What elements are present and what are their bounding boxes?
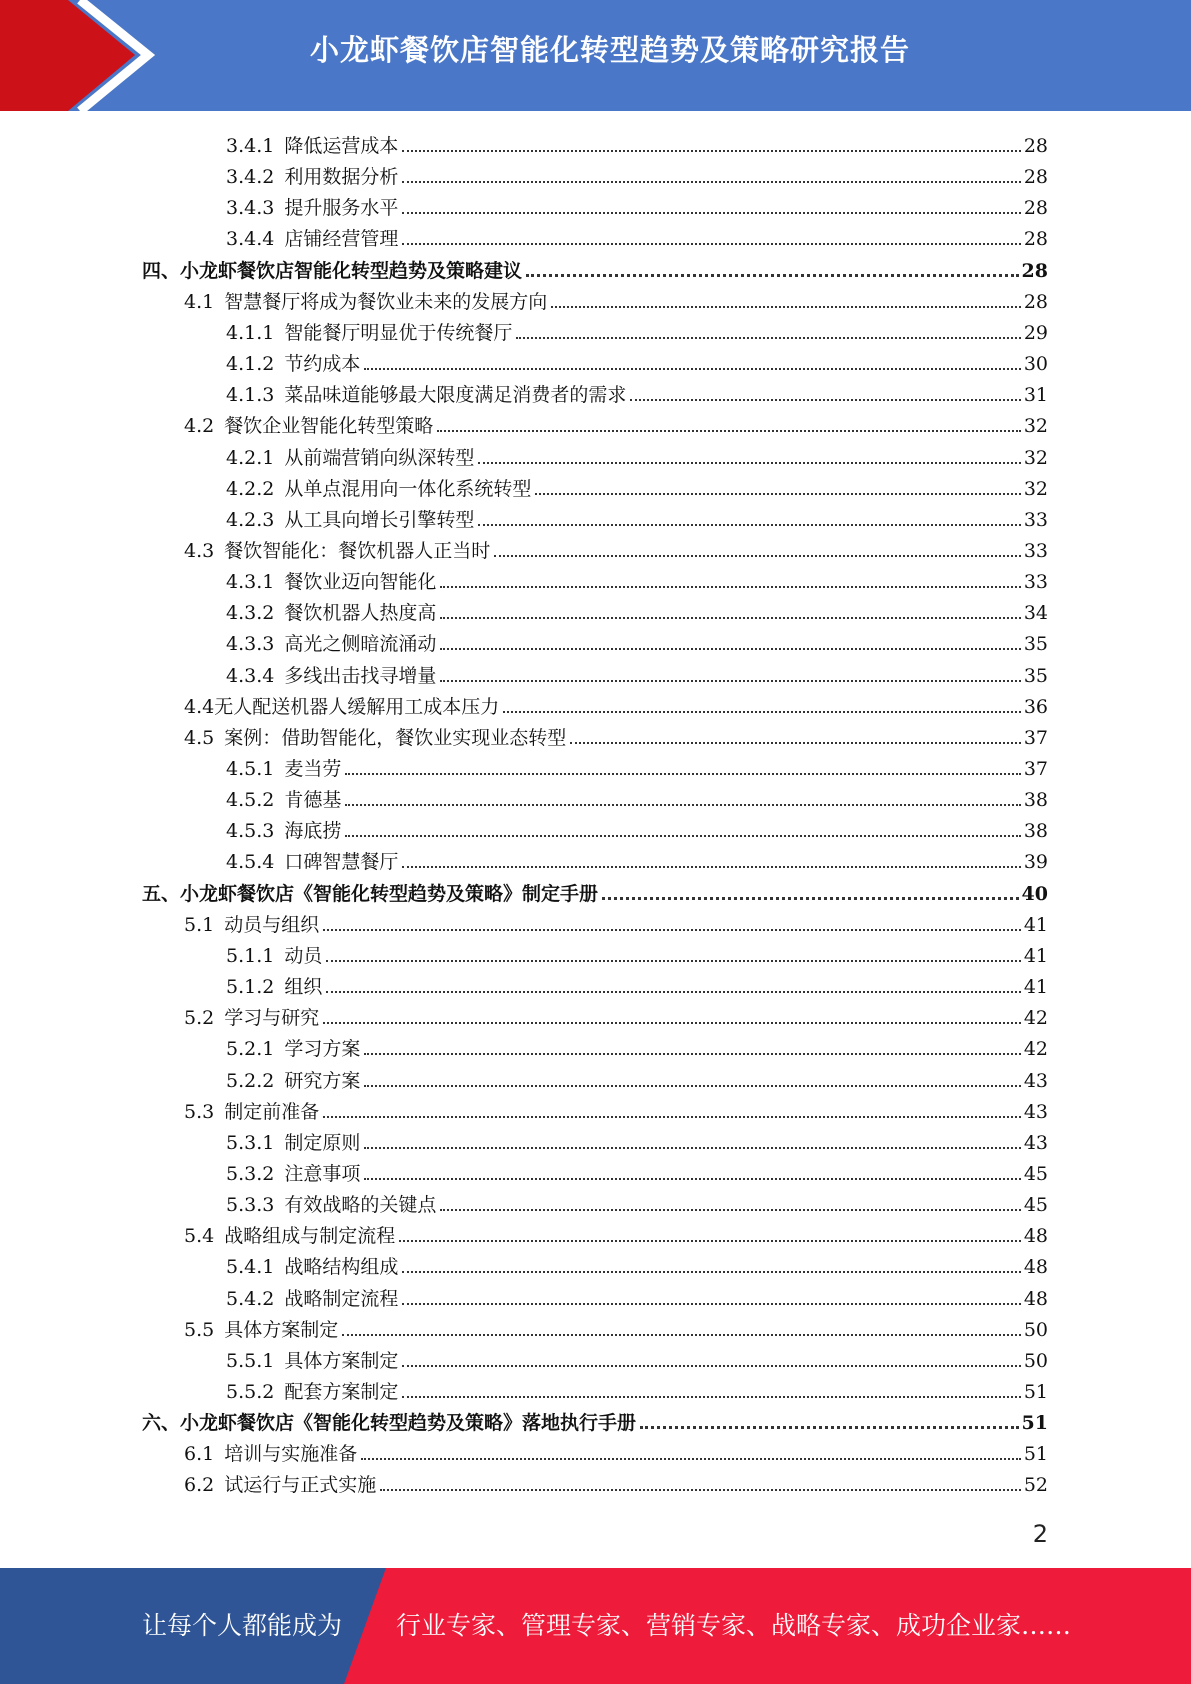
toc-entry-page: 34: [1023, 602, 1048, 625]
toc-entry-label: 高光之侧暗流涌动: [284, 633, 437, 656]
toc-entry-page: 51: [1023, 1381, 1048, 1403]
toc-entry-page: 52: [1023, 1474, 1048, 1497]
toc-entry-page: 33: [1023, 539, 1048, 562]
toc-entry-page: 30: [1023, 353, 1048, 376]
toc-entry[interactable]: [142, 1404, 1048, 1435]
toc-entry[interactable]: [226, 345, 1048, 376]
toc-leader-dots: [345, 773, 1020, 775]
toc-entry-page: 40: [1021, 882, 1048, 905]
toc-leader-dots: [440, 617, 1020, 619]
toc-leader-dots: [364, 1085, 1020, 1087]
toc-entry-number: 4.2: [184, 415, 215, 438]
toc-entry-page: 43: [1023, 1100, 1048, 1123]
toc-entry[interactable]: [226, 812, 1048, 843]
toc-entry-label: 制定前准备: [224, 1100, 320, 1123]
toc-leader-dots: [516, 337, 1020, 339]
toc-entry-page: 48: [1023, 1225, 1048, 1248]
toc-entry-page: 28: [1023, 290, 1048, 313]
toc-entry-page: 32: [1023, 415, 1048, 438]
toc-entry-number: 4.5.2: [226, 789, 275, 812]
toc-entry-number: 5.4.1: [226, 1256, 275, 1279]
toc-entry[interactable]: [226, 314, 1048, 345]
toc-leader-dots: [345, 804, 1020, 806]
toc-entry-label: 战略组成与制定流程: [224, 1225, 396, 1248]
toc-entry[interactable]: [226, 1280, 1048, 1311]
toc-leader-dots: [440, 1209, 1020, 1211]
toc-leader-dots: [364, 1053, 1020, 1055]
toc-entry-label: 有效战略的关键点: [284, 1194, 437, 1217]
toc-entry-page: 41: [1023, 976, 1048, 999]
toc-entry-page: 39: [1023, 851, 1048, 874]
toc-entry-page: 51: [1021, 1412, 1048, 1435]
toc-entry-page: 28: [1023, 166, 1048, 189]
toc-entry-number: 5.4.2: [226, 1287, 275, 1310]
toc-leader-dots: [364, 1178, 1020, 1180]
toc-entry[interactable]: [184, 906, 1048, 937]
toc-entry-label: 组织: [284, 976, 323, 999]
toc-entry-number: 6.1: [184, 1443, 215, 1466]
toc-entry-page: 45: [1023, 1162, 1048, 1185]
toc-entry-label: 配套方案制定: [284, 1381, 399, 1403]
toc-leader-dots: [402, 243, 1020, 245]
toc-entry[interactable]: [226, 750, 1048, 781]
toc-entry[interactable]: [226, 625, 1048, 656]
toc-leader-dots: [640, 1426, 1019, 1429]
toc-leader-dots: [345, 835, 1020, 837]
toc-entry-number: 6.2: [184, 1474, 215, 1497]
toc-entry-page: 33: [1023, 571, 1048, 594]
toc-entry[interactable]: [226, 501, 1048, 532]
toc-leader-dots: [478, 462, 1020, 464]
toc-entry-page: 42: [1023, 1038, 1048, 1061]
toc-leader-dots: [494, 555, 1021, 557]
toc-entry-label: 从前端营销向纵深转型: [284, 446, 475, 469]
toc-entry-number: 4.5: [184, 726, 215, 749]
toc-entry-page: 42: [1023, 1007, 1048, 1030]
toc-entry[interactable]: [184, 283, 1048, 314]
toc-entry-page: 51: [1023, 1443, 1048, 1466]
toc-entry[interactable]: [226, 127, 1048, 158]
toc-entry[interactable]: [226, 1030, 1048, 1061]
toc-entry-label: 餐饮业迈向智能化: [284, 571, 437, 594]
report-title: 小龙虾餐饮店智能化转型趋势及策略研究报告: [309, 33, 910, 67]
toc-leader-dots: [342, 1334, 1021, 1336]
toc-entry-page: 36: [1023, 695, 1048, 718]
toc-entry[interactable]: [226, 563, 1048, 594]
toc-entry[interactable]: [226, 1124, 1048, 1155]
toc-entry[interactable]: [226, 1155, 1048, 1186]
toc-entry-label: 制定原则: [284, 1131, 361, 1154]
toc-entry[interactable]: [226, 937, 1048, 968]
toc-entry[interactable]: [226, 189, 1048, 220]
toc-entry-label: 菜品味道能够最大限度满足消费者的需求: [284, 384, 627, 407]
toc-entry-page: 28: [1023, 197, 1048, 220]
toc-entry-label: 智能餐厅明显优于传统餐厅: [284, 321, 513, 344]
toc-entry-number: 4.1.1: [226, 321, 275, 344]
toc-entry-page: 35: [1023, 633, 1048, 656]
toc-leader-dots: [326, 991, 1020, 993]
toc-entry-label: 具体方案制定: [284, 1349, 399, 1372]
toc-leader-dots: [551, 306, 1021, 308]
toc-entry-label: 口碑智慧餐厅: [284, 851, 399, 874]
toc-entry-number: 4.2.2: [226, 477, 275, 500]
toc-entry[interactable]: [226, 1248, 1048, 1279]
toc-entry-label: 研究方案: [284, 1069, 361, 1092]
toc-entry-label: 店铺经营管理: [284, 228, 399, 251]
toc-entry-page: 28: [1021, 259, 1048, 282]
toc-entry-number: 3.4.3: [226, 197, 275, 220]
toc-entry-number: 5.3.3: [226, 1194, 275, 1217]
toc-entry-page: 32: [1023, 477, 1048, 500]
footer-slogan-left: 让每个人都能成为: [142, 1611, 343, 1640]
toc-entry-number: 4.5.1: [226, 758, 275, 780]
toc-entry-number: 5.2.1: [226, 1038, 275, 1061]
toc-entry-number: 4.3.2: [226, 602, 275, 625]
toc-entry-label: 麦当劳: [284, 758, 342, 780]
toc-entry-label: 餐饮智能化：餐饮机器人正当时: [224, 539, 491, 562]
toc-entry-number: 4.3.1: [226, 571, 275, 594]
toc-entry-page: 33: [1023, 508, 1048, 531]
toc-entry-page: 32: [1023, 446, 1048, 469]
toc-entry-page: 50: [1023, 1318, 1048, 1341]
toc-entry-label: 提升服务水平: [284, 197, 399, 220]
toc-leader-dots: [326, 960, 1020, 962]
toc-entry-label: 四、小龙虾餐饮店智能化转型趋势及策略建议: [142, 259, 523, 282]
toc-entry-page: 50: [1023, 1349, 1048, 1372]
toc-entry[interactable]: [226, 657, 1048, 688]
toc-entry-page: 41: [1023, 944, 1048, 967]
toc-entry[interactable]: [226, 594, 1048, 625]
toc-leader-dots: [364, 1147, 1020, 1149]
toc-entry-number: 5.5.1: [226, 1349, 275, 1372]
toc-leader-dots: [361, 1458, 1021, 1460]
toc-entry-number: 4.3: [184, 539, 215, 562]
page-header: [0, 0, 1191, 111]
toc-entry-page: 37: [1023, 726, 1048, 749]
toc-leader-dots: [402, 181, 1020, 183]
toc-entry[interactable]: [226, 376, 1048, 407]
toc-entry-label: 五、小龙虾餐饮店《智能化转型趋势及策略》制定手册: [142, 882, 599, 905]
toc-entry-number: 5.4: [184, 1225, 215, 1248]
toc-leader-dots: [402, 212, 1020, 214]
toc-entry[interactable]: [184, 1466, 1048, 1497]
toc-leader-dots: [440, 680, 1020, 682]
toc-entry-number: 4.3.3: [226, 633, 275, 656]
toc-entry-label: 从工具向增长引擎转型: [284, 508, 475, 531]
toc-leader-dots: [402, 150, 1020, 152]
toc-entry-label: 从单点混用向一体化系统转型: [284, 477, 532, 500]
toc-entry-page: 41: [1023, 913, 1048, 936]
toc-leader-dots: [402, 866, 1020, 868]
toc-entry-number: 5.1.1: [226, 944, 275, 967]
toc-entry-page: 38: [1023, 820, 1048, 843]
toc-entry[interactable]: [226, 1342, 1048, 1373]
toc-leader-dots: [602, 897, 1019, 900]
toc-entry-page: 31: [1023, 384, 1048, 407]
page-footer: [0, 1568, 1191, 1684]
toc-entry-label: 动员: [284, 944, 323, 967]
toc-entry[interactable]: [184, 1311, 1048, 1342]
toc-leader-dots: [526, 274, 1019, 277]
toc-entry[interactable]: [226, 843, 1048, 874]
toc-entry-label: 无人配送机器人缓解用工成本压力: [214, 695, 500, 718]
toc-entry-label: 降低运营成本: [284, 135, 399, 157]
toc-entry[interactable]: [142, 875, 1048, 906]
page-number: 2: [1032, 1520, 1048, 1548]
toc-entry-number: 4.1: [184, 290, 215, 313]
toc-leader-dots: [402, 1365, 1020, 1367]
toc-leader-dots: [503, 711, 1021, 713]
toc-entry-page: 28: [1023, 228, 1048, 251]
toc-entry-page: 29: [1023, 321, 1048, 344]
toc-entry-page: 45: [1023, 1194, 1048, 1217]
toc-entry-label: 肯德基: [284, 789, 342, 812]
toc-entry[interactable]: [226, 968, 1048, 999]
toc-entry[interactable]: [226, 781, 1048, 812]
toc-leader-dots: [570, 742, 1021, 744]
toc-entry-page: 48: [1023, 1287, 1048, 1310]
toc-entry[interactable]: [184, 688, 1048, 719]
toc-entry-number: 3.4.2: [226, 166, 275, 189]
toc-leader-dots: [440, 648, 1020, 650]
toc-entry[interactable]: [226, 1186, 1048, 1217]
toc-entry-page: 28: [1023, 135, 1048, 157]
toc-entry-label: 战略结构组成: [284, 1256, 399, 1279]
toc-entry-label: 六、小龙虾餐饮店《智能化转型趋势及策略》落地执行手册: [142, 1412, 637, 1435]
toc-entry[interactable]: [184, 532, 1048, 563]
toc-entry-number: 5.3.1: [226, 1131, 275, 1154]
toc-entry-number: 5.2.2: [226, 1069, 275, 1092]
toc-entry-label: 战略制定流程: [284, 1287, 399, 1310]
toc-leader-dots: [440, 586, 1020, 588]
toc-entry-number: 5.5: [184, 1318, 215, 1341]
toc-entry-label: 利用数据分析: [284, 166, 399, 189]
toc-entry-number: 4.5.3: [226, 820, 275, 843]
toc-leader-dots: [380, 1489, 1021, 1491]
toc-entry-page: 38: [1023, 789, 1048, 812]
toc-entry-label: 多线出击找寻增量: [284, 664, 437, 687]
toc-entry-number: 4.1.3: [226, 384, 275, 407]
toc-entry-number: 5.3.2: [226, 1162, 275, 1185]
toc-entry-page: 48: [1023, 1256, 1048, 1279]
toc-entry-number: 5.3: [184, 1100, 215, 1123]
toc-entry-label: 注意事项: [284, 1162, 361, 1185]
toc-entry-number: 4.4: [184, 695, 215, 718]
toc-leader-dots: [630, 399, 1020, 401]
toc-entry-label: 节约成本: [284, 353, 361, 376]
toc-entry-label: 餐饮机器人热度高: [284, 602, 437, 625]
toc-leader-dots: [399, 1240, 1021, 1242]
toc-leader-dots: [402, 1396, 1020, 1398]
toc-leader-dots: [478, 524, 1020, 526]
toc-entry-page: 43: [1023, 1069, 1048, 1092]
toc-entry[interactable]: [184, 999, 1048, 1030]
toc-entry-number: 4.1.2: [226, 353, 275, 376]
toc-entry[interactable]: [226, 1062, 1048, 1093]
toc-entry[interactable]: [226, 470, 1048, 501]
toc-entry-number: 3.4.4: [226, 228, 275, 251]
toc-entry-page: 43: [1023, 1131, 1048, 1154]
toc-entry-label: 具体方案制定: [224, 1318, 339, 1341]
toc-leader-dots: [402, 1271, 1020, 1273]
toc-entry-label: 案例：借助智能化，餐饮业实现业态转型: [224, 726, 567, 749]
toc-entry-label: 动员与组织: [224, 913, 320, 936]
toc-entry-number: 4.3.4: [226, 664, 275, 687]
toc-entry-number: 5.5.2: [226, 1381, 275, 1403]
toc-entry-number: 4.2.1: [226, 446, 275, 469]
toc-entry[interactable]: [226, 158, 1048, 189]
toc-entry[interactable]: [184, 1093, 1048, 1124]
toc-entry-label: 学习与研究: [224, 1007, 320, 1030]
toc-entry-label: 餐饮企业智能化转型策略: [224, 415, 434, 438]
toc-entry-page: 37: [1023, 758, 1048, 780]
toc-leader-dots: [402, 1303, 1020, 1305]
toc-leader-dots: [437, 430, 1021, 432]
toc-entry-label: 培训与实施准备: [224, 1443, 358, 1466]
toc-entry[interactable]: [226, 439, 1048, 470]
toc-leader-dots: [323, 929, 1021, 931]
toc-entry[interactable]: [184, 407, 1048, 438]
toc-entry[interactable]: [184, 1435, 1048, 1466]
toc-entry-number: 4.5.4: [226, 851, 275, 874]
toc-leader-dots: [535, 493, 1020, 495]
footer-slogan-right: 行业专家、管理专家、营销专家、战略专家、成功企业家……: [396, 1611, 1072, 1640]
toc-leader-dots: [364, 368, 1020, 370]
toc-entry-number: 5.2: [184, 1007, 215, 1030]
toc-entry[interactable]: [184, 1217, 1048, 1248]
toc-entry-label: 智慧餐厅将成为餐饮业未来的发展方向: [224, 290, 548, 313]
toc-entry-number: 3.4.1: [226, 135, 275, 157]
toc-entry[interactable]: [142, 252, 1048, 283]
toc-entry-label: 试运行与正式实施: [224, 1474, 377, 1497]
toc-entry-label: 海底捞: [284, 820, 342, 843]
toc-leader-dots: [323, 1116, 1021, 1118]
toc-entry[interactable]: [226, 220, 1048, 251]
toc-entry-number: 4.2.3: [226, 508, 275, 531]
toc-entry[interactable]: [184, 719, 1048, 750]
toc-entry-page: 35: [1023, 664, 1048, 687]
toc-entry-number: 5.1: [184, 913, 215, 936]
toc-leader-dots: [323, 1022, 1021, 1024]
toc-entry-number: 5.1.2: [226, 976, 275, 999]
toc-entry-label: 学习方案: [284, 1038, 361, 1061]
toc-entry[interactable]: [226, 1373, 1048, 1404]
